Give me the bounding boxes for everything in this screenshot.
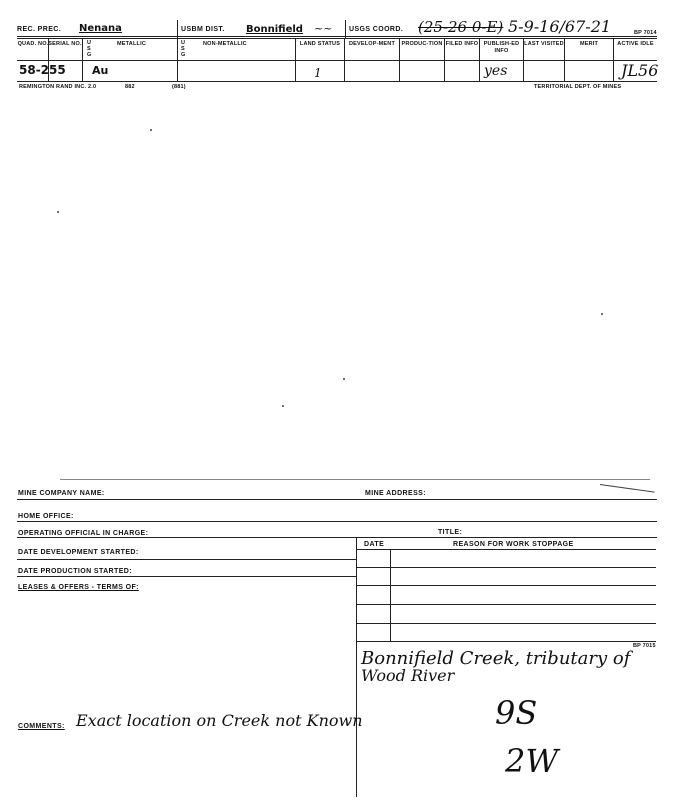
printer-text: REMINGTON RAND INC. 2.0 — [19, 84, 97, 90]
township-note: 9S — [495, 694, 538, 732]
form-number-top: BP 7014 — [634, 30, 657, 36]
usbm-dist-label: USBM DIST. — [181, 26, 225, 33]
form-number-bottom: BP 7015 — [633, 643, 656, 649]
col-last-visited: LAST VISITED — [524, 41, 564, 47]
date-label: DATE — [364, 541, 385, 548]
col-published-info: PUBLISH-ED INFO — [483, 41, 520, 54]
published-info-value: yes — [484, 63, 508, 79]
col-production: PRODUC-TION — [401, 41, 443, 47]
usbm-dist-value: Bonnifield — [246, 24, 303, 35]
col-serial-no: SERIAL NO. — [48, 41, 82, 47]
range-note: 2W — [505, 742, 559, 780]
col-metallic: METALLIC — [117, 41, 146, 47]
operating-official-label: OPERATING OFFICIAL IN CHARGE: — [18, 530, 149, 537]
location-line-1: Bonnifield Creek, tributary of — [361, 648, 631, 669]
col-development: DEVELOP-MENT — [348, 41, 396, 47]
col-nonmetallic-code: U S G — [181, 40, 186, 58]
mine-company-label: MINE COMPANY NAME: — [18, 490, 105, 497]
dev-started-label: DATE DEVELOPMENT STARTED: — [18, 549, 139, 556]
code-b: (881) — [172, 84, 186, 90]
col-merit: MERIT — [579, 41, 599, 47]
col-quad-no: QUAD. NO. — [17, 41, 49, 47]
usgs-coord-label: USGS COORD. — [349, 26, 404, 33]
rec-prec-value: Nenana — [79, 23, 122, 34]
col-nonmetallic: NON-METALLIC — [203, 41, 247, 47]
title-label: TITLE: — [438, 529, 463, 536]
active-idle-value: JL56 — [621, 61, 659, 80]
land-status-value: 1 — [314, 66, 322, 80]
usgs-coord-struck: (25-26 0-E) — [418, 18, 504, 36]
leases-label: LEASES & OFFERS - TERMS OF: — [18, 584, 139, 591]
reason-label: REASON FOR WORK STOPPAGE — [453, 541, 574, 548]
metallic-value: Au — [92, 64, 109, 77]
prod-started-label: DATE PRODUCTION STARTED: — [18, 568, 132, 575]
mine-address-label: MINE ADDRESS: — [365, 490, 426, 497]
col-active-idle: ACTIVE IDLE — [617, 41, 654, 47]
home-office-label: HOME OFFICE: — [18, 513, 74, 520]
col-filed-info: FILED INFO — [445, 41, 479, 47]
territorial-dept: TERRITORIAL DEPT. OF MINES — [534, 84, 622, 90]
quad-serial-value: 58-255 — [19, 63, 66, 77]
col-metallic-code: U S G — [87, 40, 92, 58]
rec-prec-label: REC. PREC. — [17, 26, 62, 33]
comments-value: Exact location on Creek not Known — [76, 711, 363, 730]
comments-label: COMMENTS: — [18, 723, 65, 730]
usgs-coord-value: 5-9-16/67-21 — [508, 17, 612, 36]
location-line-2: Wood River — [361, 666, 455, 685]
usbm-dist-scribble: ~~ — [314, 22, 333, 35]
code-a: 882 — [125, 84, 135, 90]
col-land-status: LAND STATUS — [299, 41, 341, 47]
